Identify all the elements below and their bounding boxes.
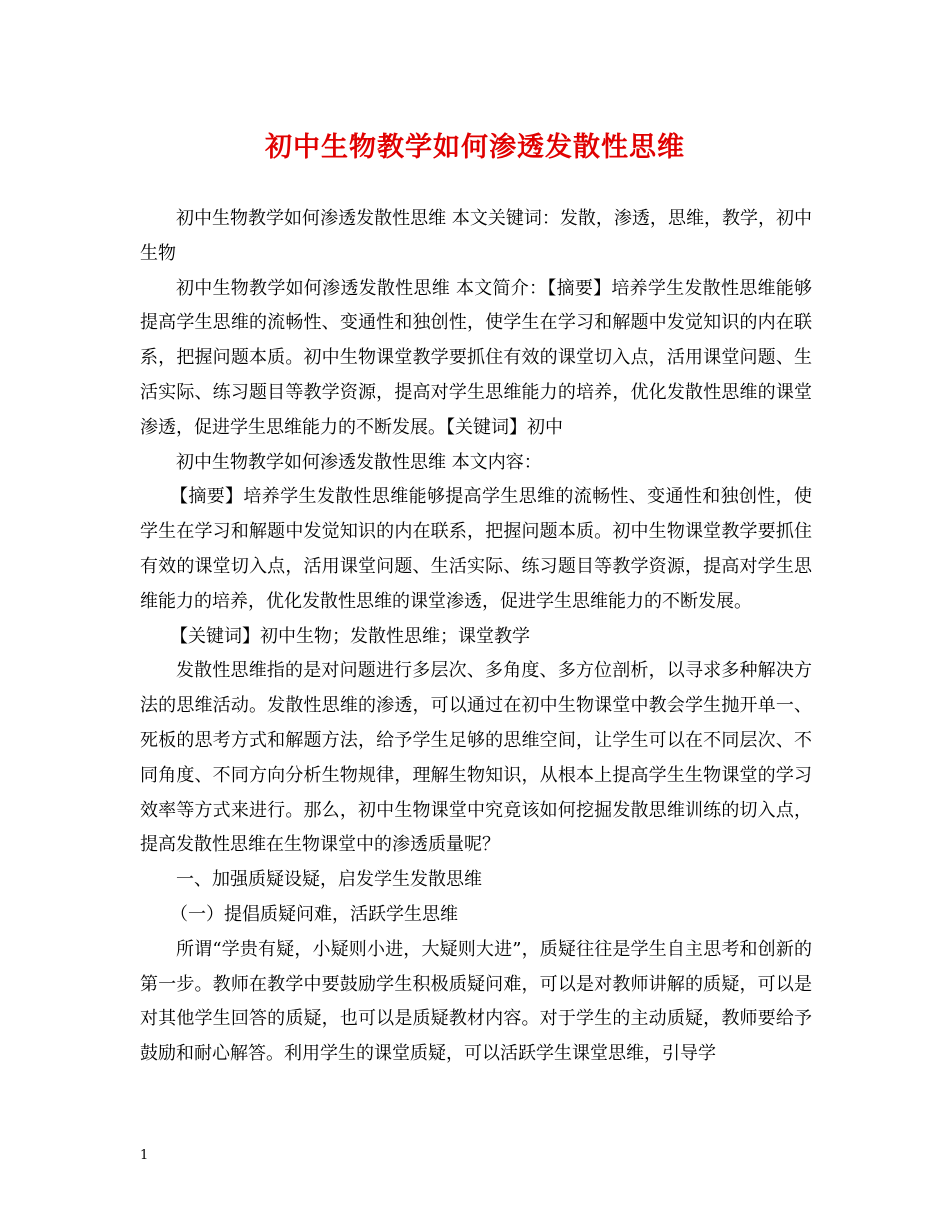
- subsection-heading-1-1: （一）提倡质疑问难，活跃学生思维: [170, 903, 458, 925]
- paragraph-abstract: 【摘要】培养学生发散性思维能够提高学生思维的流畅性、变通性和独创性，使学生在学习和解题中发觉知识的内在联系，把握问题本质。初中生物课堂教学要抓住有效的课堂切入点，活用课堂问题、生活实际、练习题目等教学资源，提高对学生思维能力的培养，优化发散性思维的课堂渗透，促进学生思维能力的不断发展。: [140, 486, 812, 612]
- document-title: 初中生物教学如何渗透发散性思维: [265, 132, 685, 163]
- paragraph-keywords-intro: 初中生物教学如何渗透发散性思维 本文关键词：发散，渗透，思维，教学，初中生物: [140, 208, 812, 264]
- document-body: [140, 202, 812, 1072]
- paragraph-divergent-thinking: 发散性思维指的是对问题进行多层次、多角度、多方位剖析，以寻求多种解决方法的思维活动。发散性思维的渗透，可以通过在初中生物课堂中教会学生抛开单一、死板的思考方式和解题方法，给予学生足够的思维空间，让学生可以在不同层次、不同角度、不同方向分析生物规律，理解生物知识，从根本上提高学生生物课堂的学习效率等方式来进行。那么，初中生物课堂中究竟该如何挖掘发散思维训练的切入点，提高发散性思维在生物课堂中的渗透质量呢？: [140, 660, 812, 856]
- paragraph-keywords: 【关键词】初中生物；发散性思维；课堂教学: [170, 625, 530, 647]
- paragraph-summary-intro: 初中生物教学如何渗透发散性思维 本文简介：【摘要】培养学生发散性思维能够提高学生思维的流畅性、变通性和独创性，使学生在学习和解题中发觉知识的内在联系，把握问题本质。初中生物课堂教学要抓住有效的课堂切入点，活用课堂问题、生活实际、练习题目等教学资源，提高对学生思维能力的培养，优化发散性思维的课堂渗透，促进学生思维能力的不断发展。【关键词】初中: [140, 277, 812, 438]
- section-heading-1: 一、加强质疑设疑，启发学生发散思维: [176, 869, 482, 891]
- paragraph-questioning: 所谓“学贵有疑，小疑则小进，大疑则大进”，质疑往往是学生自主思考和创新的第一步。教师在教学中要鼓励学生积极质疑问难，可以是对教师讲解的质疑，可以是对其他学生回答的质疑，也可以是质疑教材内容。对于学生的主动质疑，教师要给予鼓励和耐心解答。利用学生的课堂质疑，可以活跃学生课堂思维，引导学: [140, 938, 812, 1065]
- paragraph-content-intro: 初中生物教学如何渗透发散性思维 本文内容：: [176, 451, 542, 473]
- page-number: 1: [140, 1148, 149, 1163]
